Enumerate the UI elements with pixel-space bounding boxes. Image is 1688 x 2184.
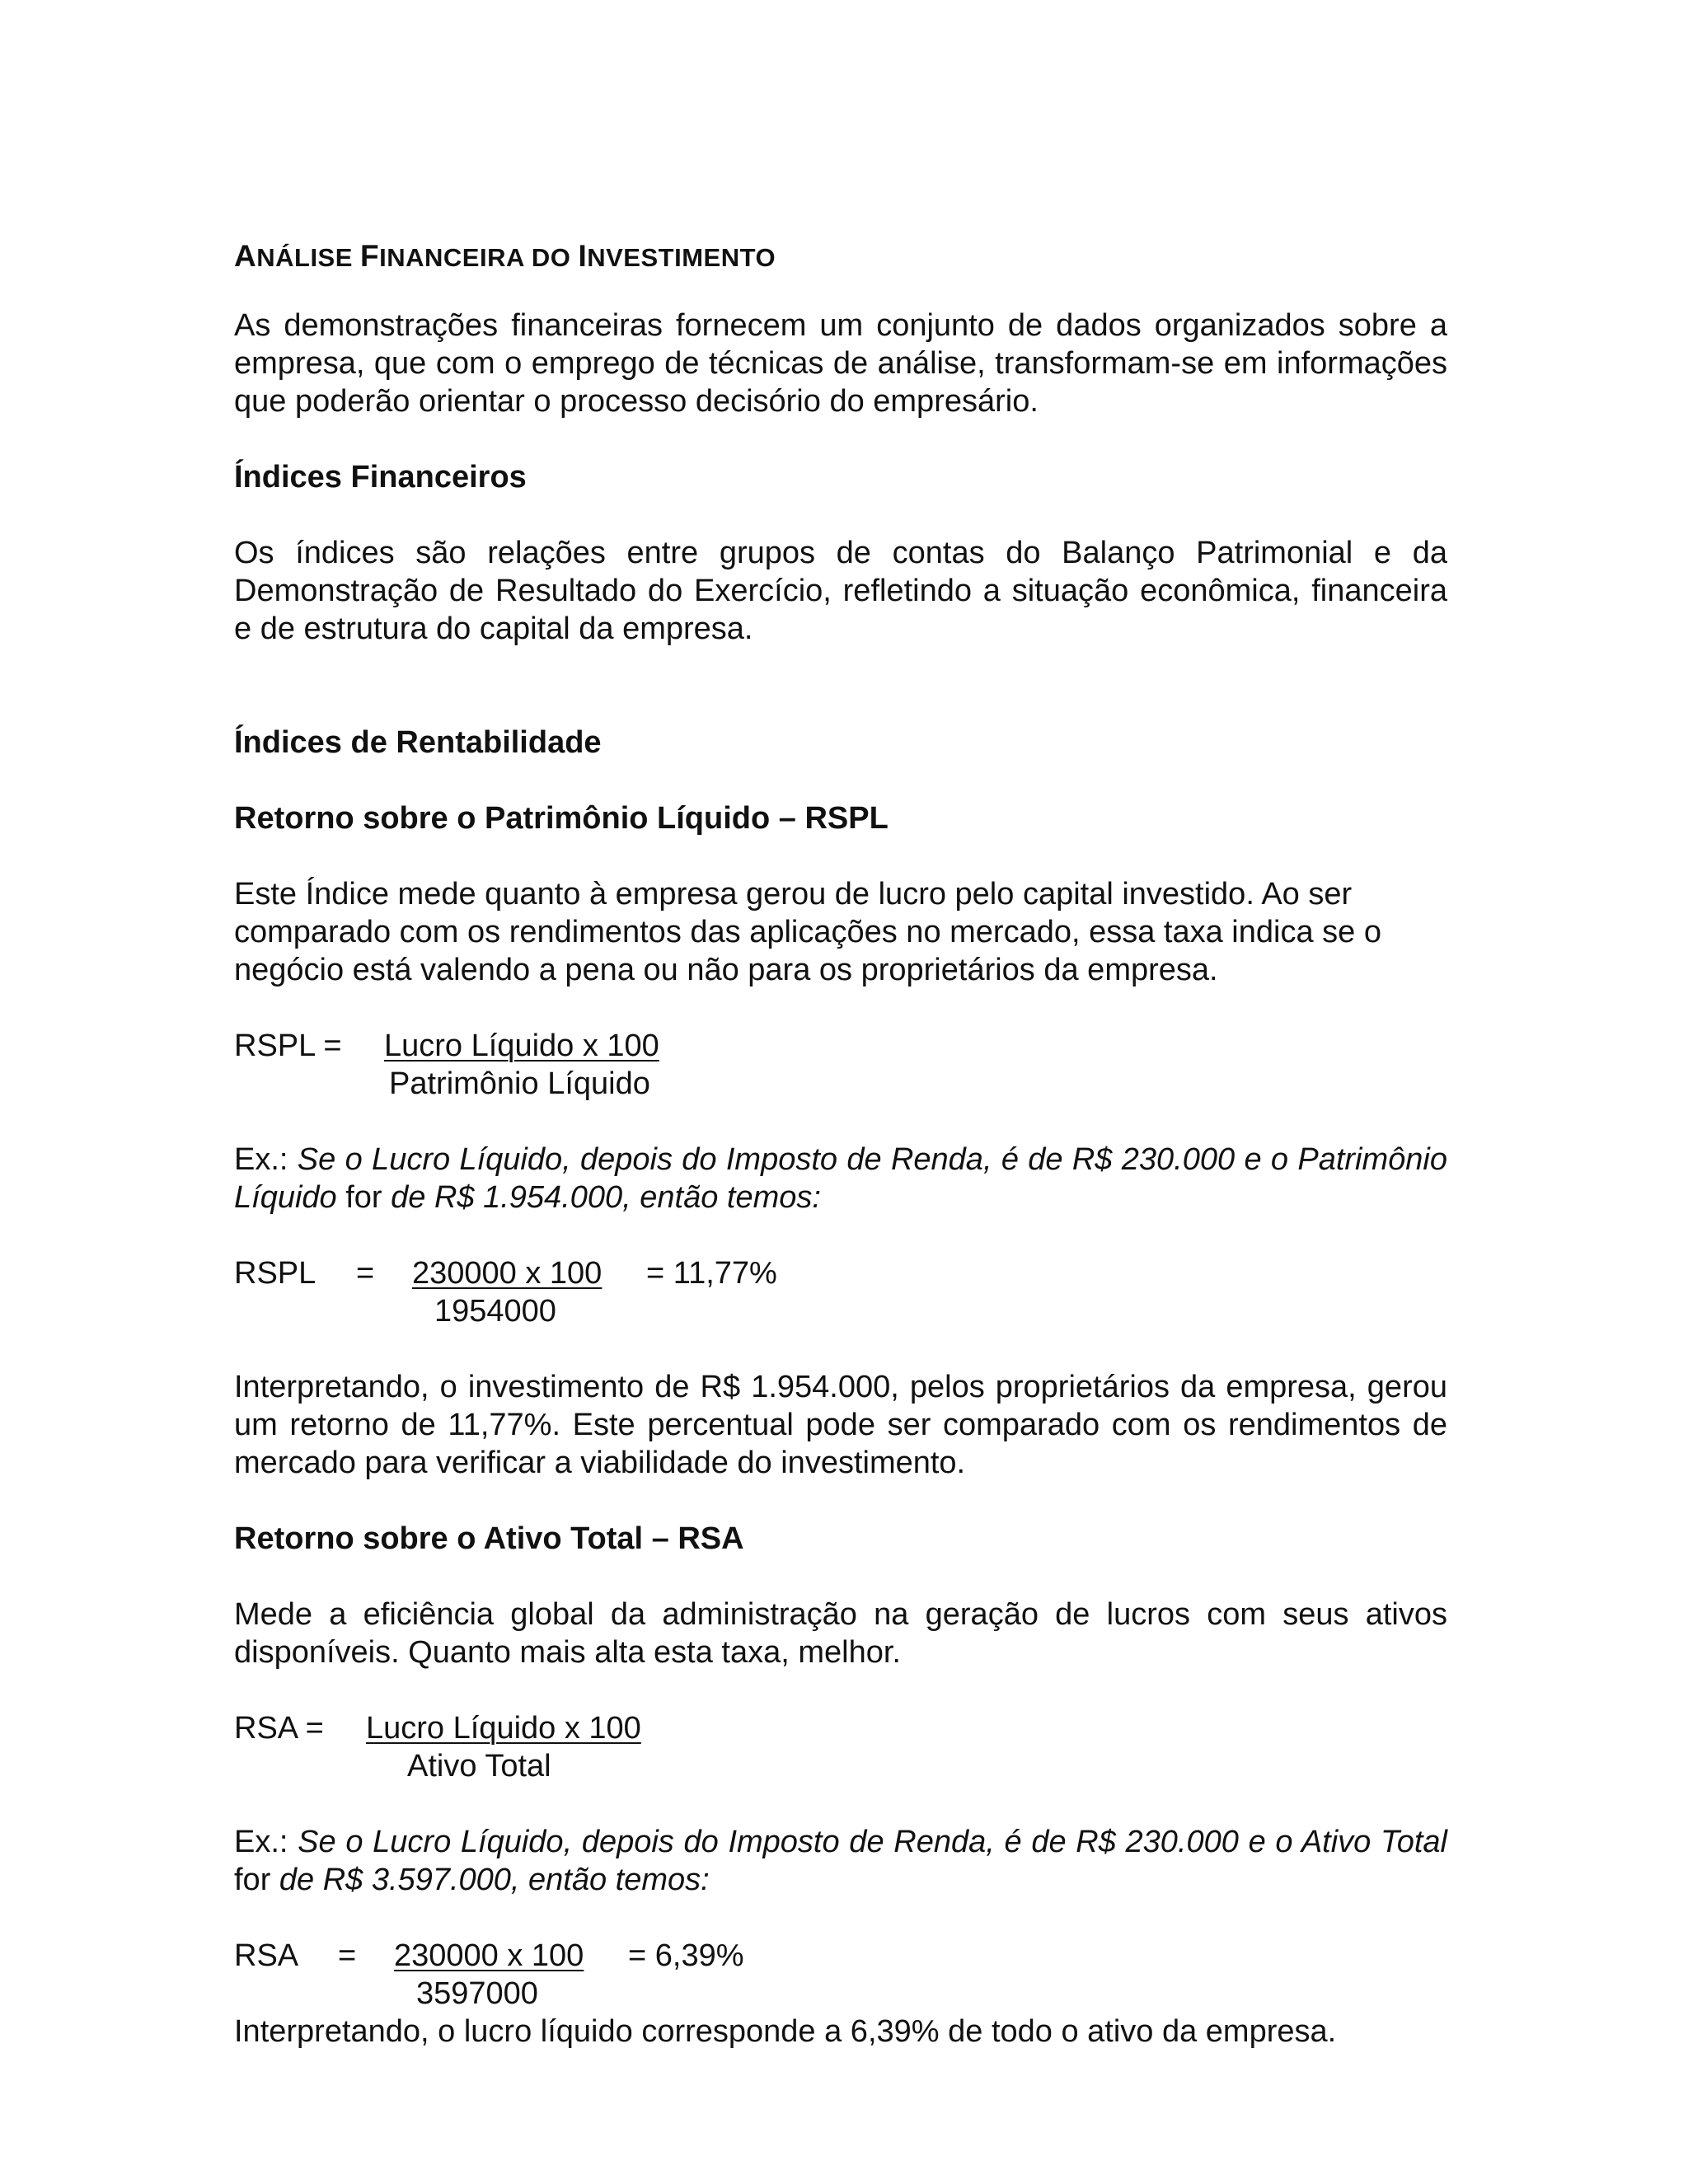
rsa-calc-eq: = [338, 1938, 357, 1973]
rspl-example [234, 1141, 1447, 1216]
intro-paragraph: As demonstrações financeiras fornecem um conjunto de dados organizados sobre a empresa, que com o emprego de técnicas de análise, transformam-se em informações que poderão orientar o processo decisório do empresário. [234, 308, 1447, 419]
rsa-example-italic-1: Se o Lucro Líquido, depois do Imposto de Renda, é de R$ 230.000 e o Ativo Total [298, 1825, 1447, 1859]
rspl-description: Este Índice mede quanto à empresa gerou de lucro pelo capital investido. Ao ser comparado com os rendimentos das aplicações no mercado, essa taxa indica se o negócio está valendo a pena ou não para os proprietários da empresa. [234, 877, 1381, 987]
rspl-example-italic-1: Se o Lucro Líquido, depois do Imposto de Renda, é de R$ 230.000 e o Patrimônio Líquido [234, 1142, 1447, 1215]
title-initial-f: F [360, 239, 380, 273]
title-initial-i: I [578, 239, 588, 273]
rsa-calc-result: = 6,39% [628, 1938, 744, 1973]
rspl-example-prefix: Ex.: [234, 1142, 298, 1177]
rsa-heading: Retorno sobre o Ativo Total – RSA [234, 1521, 744, 1556]
rspl-calc-numerator: 230000 x 100 [412, 1256, 603, 1291]
rsa-description: Mede a eficiência global da administração na geração de lucros com seus ativos disponíveis. Quanto mais alta esta taxa, melhor. [234, 1597, 1447, 1670]
rspl-example-italic-2: de R$ 1.954.000, então temos: [391, 1180, 821, 1215]
title-initial-a: A [234, 239, 257, 273]
section-heading-indices-financeiros: Índices Financeiros [234, 460, 527, 494]
rspl-formula-lhs: RSPL = [234, 1029, 342, 1063]
rsa-formula [234, 1709, 1447, 1785]
rsa-formula-lhs: RSA = [234, 1711, 324, 1746]
title-word-investimento: NVESTIMENTO [587, 243, 776, 272]
rspl-formula [234, 1027, 1447, 1103]
rsa-example-italic-2: de R$ 3.597.000, então temos: [279, 1863, 710, 1897]
indices-financeiros-paragraph: Os índices são relações entre grupos de contas do Balanço Patrimonial e da Demonstração de Resultado do Exercício, refletindo a situação econômica, financeira e de estrutura do capital da empresa. [234, 536, 1447, 646]
rspl-calculation [234, 1254, 1447, 1330]
rspl-calc-denominator: 1954000 [434, 1294, 556, 1329]
rsa-formula-numerator: Lucro Líquido x 100 [366, 1711, 641, 1746]
section-heading-rentabilidade: Índices de Rentabilidade [234, 725, 602, 760]
rspl-example-plain: for [336, 1180, 392, 1215]
rsa-calc-lhs: RSA [234, 1938, 299, 1973]
rsa-example [234, 1823, 1447, 1899]
rsa-example-plain: for [234, 1863, 279, 1897]
rspl-calc-result: = 11,77% [646, 1256, 777, 1291]
document-page [234, 239, 1447, 2050]
rspl-calc-eq: = [356, 1256, 375, 1291]
rsa-formula-denominator: Ativo Total [407, 1749, 551, 1783]
document-title [234, 239, 1447, 274]
rspl-formula-denominator: Patrimônio Líquido [389, 1066, 650, 1101]
rsa-interpretation: Interpretando, o lucro líquido corresponde a 6,39% de todo o ativo da empresa. [234, 2014, 1337, 2049]
rsa-calc-denominator: 3597000 [416, 1976, 538, 2011]
rspl-calc-lhs: RSPL [234, 1256, 316, 1291]
title-word-analise: NÁLISE [256, 243, 361, 272]
rsa-calc-numerator: 230000 x 100 [394, 1938, 584, 1973]
rsa-example-prefix: Ex.: [234, 1825, 298, 1859]
rspl-heading: Retorno sobre o Patrimônio Líquido – RSPL [234, 801, 889, 836]
rspl-interpretation: Interpretando, o investimento de R$ 1.954.000, pelos proprietários da empresa, gerou um retorno de 11,77%. Este percentual pode ser comparado com os rendimentos de mercado para verificar a viabilidade do investimento. [234, 1370, 1447, 1480]
title-word-financeira: INANCEIRA DO [379, 243, 579, 272]
rspl-formula-numerator: Lucro Líquido x 100 [384, 1029, 659, 1063]
rsa-calculation [234, 1937, 1447, 2013]
